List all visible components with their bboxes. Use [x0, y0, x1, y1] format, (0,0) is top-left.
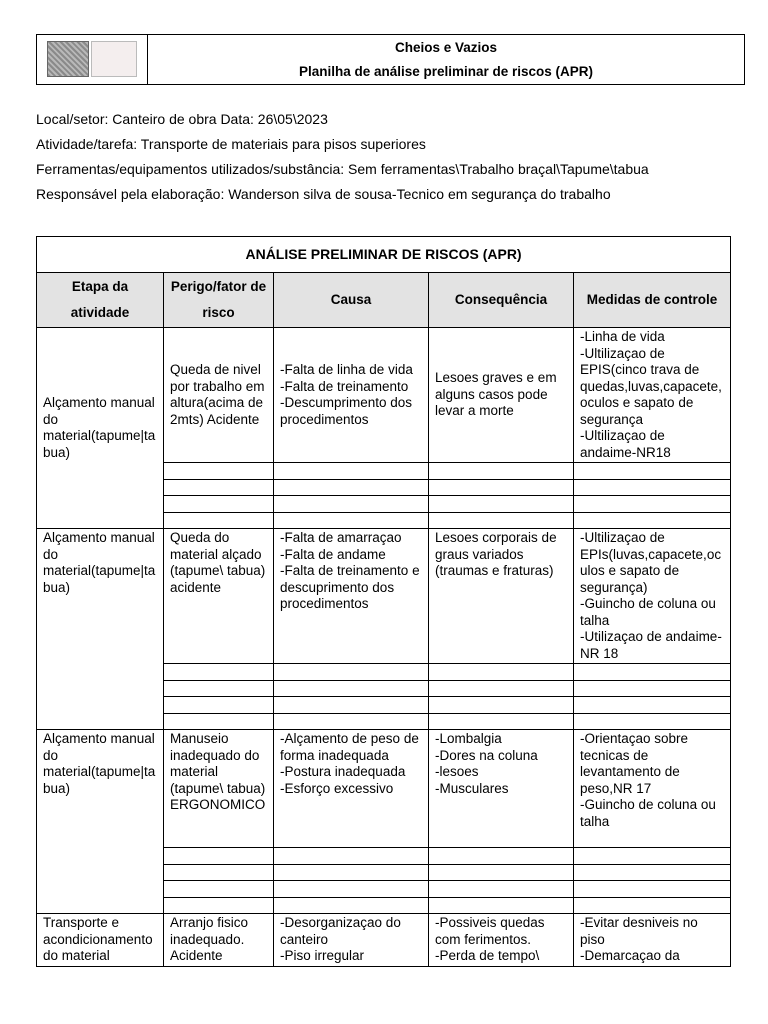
cause-cell: -Desorganizaçao do canteiro -Piso irregular	[274, 914, 429, 967]
consequence-cell: -Lombalgia -Dores na coluna -lesoes -Musculares	[429, 730, 574, 848]
hazard-cell: Queda do material alçado (tapume\ tabua) acidente	[164, 529, 274, 664]
title-cell	[148, 35, 744, 84]
table-row	[37, 328, 731, 463]
document-title: Cheios e Vazios	[394, 39, 498, 55]
document-subtitle: Planilha de análise preliminar de riscos (APR)	[298, 63, 594, 79]
stage-cell: Transporte e acondicionamento do material	[37, 914, 164, 967]
consequence-cell: -Possiveis quedas com ferimentos. -Perda de tempo\	[429, 914, 574, 967]
table-row	[37, 529, 731, 664]
info-tools: Ferramentas/equipamentos utilizados/substância: Sem ferramentas\Trabalho braçal\Tapume\tabua	[36, 161, 649, 177]
stage-cell: Alçamento manual do material(tapume|tabua)	[37, 529, 164, 730]
logo-cell	[37, 35, 148, 84]
table-row	[37, 914, 731, 967]
col-header-stage: Etapa da atividade	[37, 273, 164, 328]
col-header-control: Medidas de controle	[574, 273, 731, 328]
hazard-cell: Queda de nivel por trabalho em altura(acima de 2mts) Acidente	[164, 328, 274, 463]
table-title: ANÁLISE PRELIMINAR DE RISCOS (APR)	[37, 237, 731, 273]
control-cell: -Ultilizaçao de EPIs(luvas,capacete,oculos e sapato de segurança) -Guincho de coluna ou talha -Utilizaçao de andaime-NR 18	[574, 529, 731, 664]
info-activity: Atividade/tarefa: Transporte de materiais para pisos superiores	[36, 136, 426, 152]
control-cell: -Orientaçao sobre tecnicas de levantamento de peso,NR 17 -Guincho de coluna ou talha	[574, 730, 731, 848]
consequence-cell: Lesoes graves e em alguns casos pode levar a morte	[429, 328, 574, 463]
hazard-cell: Manuseio inadequado do material (tapume\ tabua) ERGONOMICO	[164, 730, 274, 848]
col-header-consequence: Consequência	[429, 273, 574, 328]
control-cell: -Linha de vida -Ultilizaçao de EPIS(cinco trava de quedas,luvas,capacete,oculos e sapato de segurança -Ultilizaçao de andaime-NR18	[574, 328, 731, 463]
hazard-cell: Arranjo fisico inadequado. Acidente	[164, 914, 274, 967]
control-cell: -Evitar desniveis no piso -Demarcaçao da	[574, 914, 731, 967]
document-header	[36, 34, 745, 85]
apr-table	[36, 236, 731, 967]
consequence-cell: Lesoes corporais de graus variados (traumas e fraturas)	[429, 529, 574, 664]
col-header-hazard: Perigo/fator de risco	[164, 273, 274, 328]
cause-cell: -Alçamento de peso de forma inadequada -Postura inadequada -Esforço excessivo	[274, 730, 429, 848]
stage-cell: Alçamento manual do material(tapume|tabua)	[37, 328, 164, 529]
table-header-row	[37, 273, 731, 328]
cause-cell: -Falta de linha de vida -Falta de treinamento -Descumprimento dos procedimentos	[274, 328, 429, 463]
info-responsible: Responsável pela elaboração: Wanderson silva de sousa-Tecnico em segurança do trabalho	[36, 186, 611, 202]
info-location-date: Local/setor: Canteiro de obra Data: 26\05\2023	[36, 111, 328, 127]
table-row	[37, 730, 731, 848]
company-logo	[47, 41, 137, 77]
col-header-cause: Causa	[274, 273, 429, 328]
stage-cell: Alçamento manual do material(tapume|tabua)	[37, 730, 164, 914]
cause-cell: -Falta de amarraçao -Falta de andame -Falta de treinamento e descuprimento dos procedimentos	[274, 529, 429, 664]
